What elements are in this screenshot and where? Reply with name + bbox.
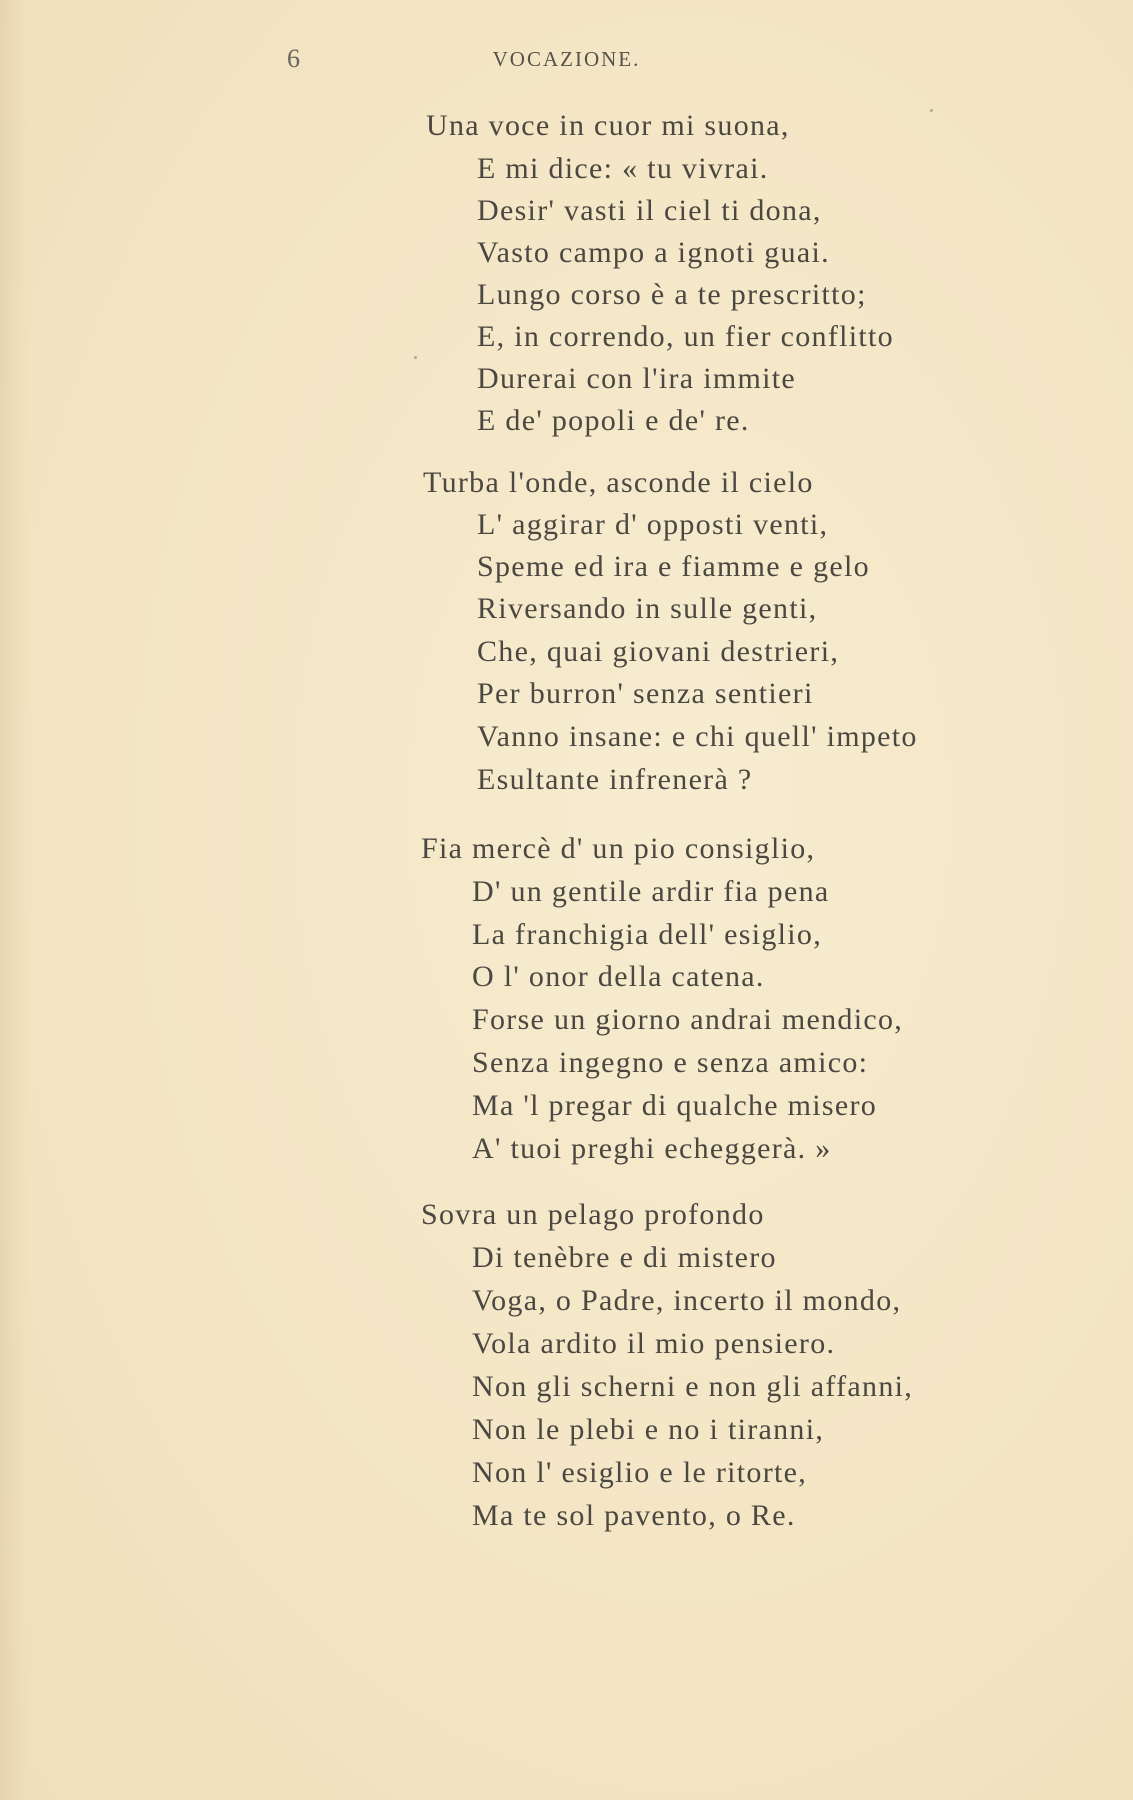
verse-line: O l' onor della catena. xyxy=(472,960,765,993)
verse-line: Per burron' senza sentieri xyxy=(477,677,814,710)
verse-line: Durerai con l'ira immite xyxy=(477,362,796,395)
verse-line: Ma 'l pregar di qualche misero xyxy=(472,1089,878,1122)
verse-line: Non l' esiglio e le ritorte, xyxy=(472,1456,808,1489)
verse-line: Turba l'onde, asconde il cielo xyxy=(423,466,814,499)
verse-line: Riversando in sulle genti, xyxy=(477,592,818,625)
verse-line: Speme ed ira e fiamme e gelo xyxy=(477,550,870,583)
verse-line: E mi dice: « tu vivrai. xyxy=(477,152,769,185)
verse-line: Di tenèbre e di mistero xyxy=(472,1241,777,1274)
verse-line: Desir' vasti il ciel ti dona, xyxy=(477,194,822,227)
verse-line: E de' popoli e de' re. xyxy=(477,404,750,437)
verse-line: Esultante infrenerà ? xyxy=(477,763,753,796)
verse-line: Sovra un pelago profondo xyxy=(421,1198,765,1231)
verse-line: Vanno insane: e chi quell' impeto xyxy=(477,720,918,753)
verse-line: E, in correndo, un fier conflitto xyxy=(477,320,894,353)
verse-line: Forse un giorno andrai mendico, xyxy=(472,1003,904,1036)
paper-speck xyxy=(414,356,417,359)
verse-line: L' aggirar d' opposti venti, xyxy=(477,508,829,541)
verse-line: Non gli scherni e non gli affanni, xyxy=(472,1370,914,1403)
verse-line: Vasto campo a ignoti guai. xyxy=(477,236,830,269)
verse-line: Vola ardito il mio pensiero. xyxy=(472,1327,836,1360)
verse-line: La franchigia dell' esiglio, xyxy=(472,918,823,951)
verse-line: Fia mercè d' un pio consiglio, xyxy=(421,832,816,865)
verse-line: Senza ingegno e senza amico: xyxy=(472,1046,869,1079)
verse-line: Voga, o Padre, incerto il mondo, xyxy=(472,1284,902,1317)
verse-line: Lungo corso è a te prescritto; xyxy=(477,278,867,311)
verse-line: Ma te sol pavento, o Re. xyxy=(472,1499,796,1532)
verse-line: A' tuoi preghi echeggerà. » xyxy=(472,1132,832,1165)
running-head: VOCAZIONE. xyxy=(492,47,641,71)
page-number: 6 xyxy=(287,44,300,73)
verse-line: Non le plebi e no i tiranni, xyxy=(472,1413,825,1446)
verse-line: D' un gentile ardir fia pena xyxy=(472,875,830,908)
verse-line: Che, quai giovani destrieri, xyxy=(477,635,840,668)
paper-speck xyxy=(930,109,933,112)
verse-line: Una voce in cuor mi suona, xyxy=(426,109,790,142)
